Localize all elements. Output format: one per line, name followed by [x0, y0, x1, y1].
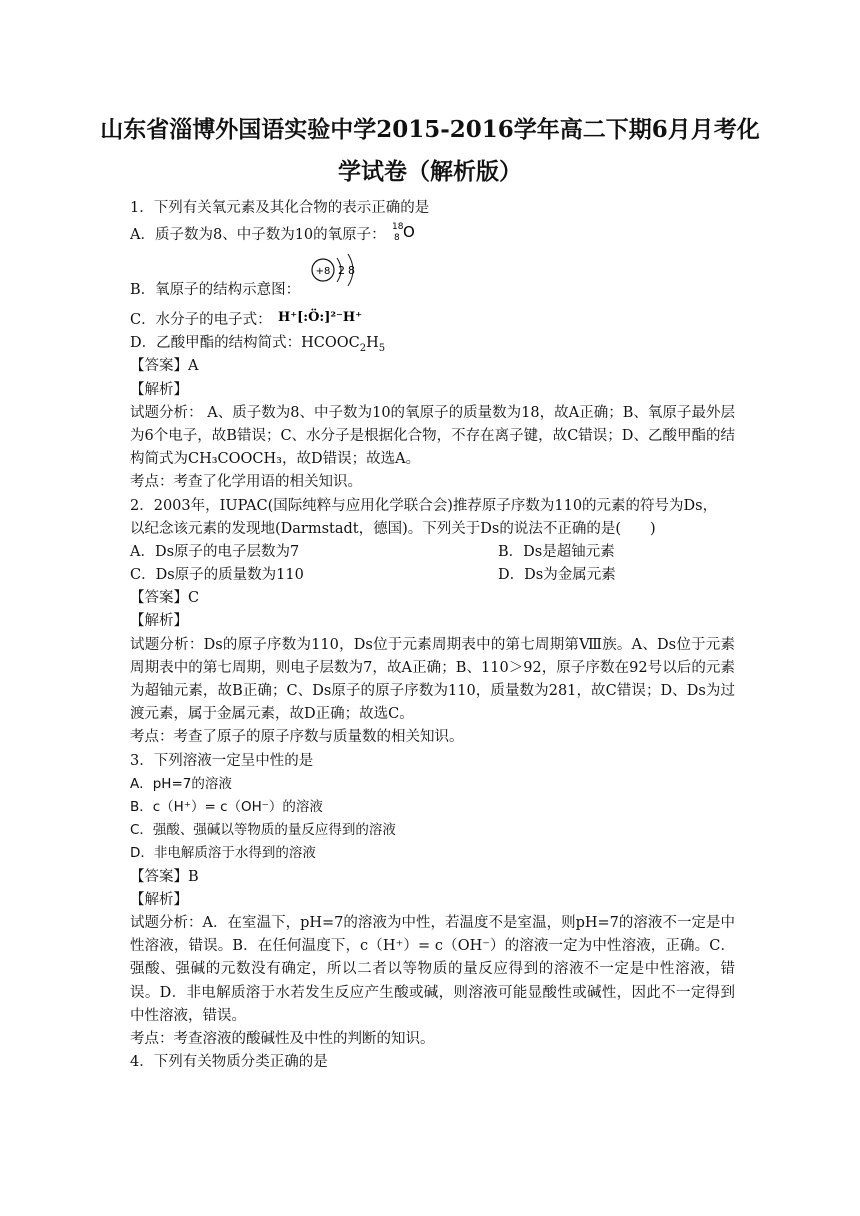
- document-title-line2: 学试卷（解析版）: [338, 158, 522, 185]
- q1-analysis: 试题分析： A、质子数为8、中子数为10的氧原子的质量数为18，故A正确；B、氧原子最外层为6个电子，故B错误；C、水分子是根据化合物，不存在离子键，故C错误；D、乙酸甲酯的结构简式为CH₃COOCH₃，故D错误；故选A。: [130, 404, 735, 468]
- q2-kaodian: 考点：考查了原子的原子序数与质量数的相关知识。: [130, 729, 464, 746]
- q2-stem-line1: 2．2003年，IUPAC(国际纯粹与应用化学联合会)推荐原子序数为110的元素的符号为Ds，: [130, 497, 718, 514]
- q1-option-c-text: C．水分子的电子式：: [130, 311, 272, 328]
- q1-option-b-text: B．氧原子的结构示意图：: [130, 281, 301, 298]
- q2-jiexi-heading: 【解析】: [130, 613, 188, 630]
- q1-option-a: [130, 220, 735, 250]
- subscript: 2: [359, 343, 367, 355]
- q3-analysis: 试题分析：A．在室温下，pH=7的溶液为中性，若温度不是室温，则pH=7的溶液不一定是中性溶液，错误。B．在任何温度下，c（H⁺）= c（OH⁻）的溶液一定为中性溶液，正确。C．强酸、强碱的元数没有确定，所以二者以等物质的量反应得到的溶液不一定是中性溶液，错误。D．非电解质溶于水若发生反应产生酸或碱，则溶液可能显酸性或碱性，因此不一定得到中性溶液，错误。: [130, 914, 735, 1024]
- q1-option-d-text: D．乙酸甲酯的结构简式：HCOOC: [130, 335, 360, 352]
- isotope-atomic-number: 8: [394, 233, 400, 244]
- q3-option-c: C．强酸、强碱以等物质的量反应得到的溶液: [130, 822, 396, 839]
- q4-stem: 4．下列有关物质分类正确的是: [130, 1054, 328, 1071]
- document-body: [130, 197, 735, 1074]
- q1-stem: 1．下列有关氧元素及其化合物的表示正确的是: [130, 200, 430, 216]
- oxygen-isotope-symbol: [390, 220, 424, 250]
- q3-stem: 3．下列溶液一定呈中性的是: [130, 752, 314, 769]
- q3-kaodian: 考点：考查溶液的酸碱性及中性的判断的知识。: [130, 1031, 435, 1047]
- q3-option-d: D．非电解质溶于水得到的溶液: [130, 845, 316, 862]
- water-electron-formula: [276, 302, 372, 332]
- q2-option-d: D．Ds为金属元素: [498, 567, 616, 584]
- q2-analysis: 试题分析：Ds的原子序数为110，Ds位于元素周期表中的第七周期第Ⅷ族。A、Ds位于元素周期表中的第七周期，则电子层数为7，故A正确；B、110＞92，原子序数在92号以后的元素为超铀元素，故B正确；C、Ds原子的原子序数为110，质量数为281，故C错误；D、Ds为过渡元素，属于金属元素，故D正确；故选C。: [130, 636, 735, 723]
- q1-jiexi-heading: 【解析】: [130, 381, 188, 398]
- q3-option-b: B．c（H⁺）= c（OH⁻）的溶液: [130, 799, 323, 816]
- q2-option-c: C．Ds原子的质量数为110: [130, 567, 304, 584]
- q2-options-row2: [130, 564, 735, 587]
- shell-1-electrons: 2: [338, 264, 345, 278]
- document-title-line1: 山东省淄博外国语实验中学2015-2016学年高二下期6月月考化: [100, 116, 760, 143]
- nucleus-charge: +8: [315, 266, 331, 278]
- q1-option-d: [130, 332, 735, 355]
- q1-option-a-text: A．质子数为8、中子数为10的氧原子：: [130, 227, 386, 244]
- q2-option-a: A．Ds原子的电子层数为7: [130, 543, 300, 560]
- shell-2-electrons: 8: [348, 264, 355, 278]
- isotope-mass-number: 18: [392, 222, 404, 233]
- q2-option-b: B．Ds是超铀元素: [498, 543, 615, 560]
- q2-answer: 【答案】C: [130, 590, 200, 607]
- oxygen-atom-structure-diagram: [308, 250, 368, 290]
- subscript: 5: [378, 343, 386, 355]
- q1-kaodian: 考点：考查了化学用语的相关知识。: [130, 474, 362, 491]
- isotope-element-symbol: O: [403, 223, 416, 242]
- q1-option-b: [130, 250, 735, 302]
- q1-option-d-text-2: H: [366, 335, 379, 352]
- q2-options-row1: [130, 541, 735, 564]
- q3-jiexi-heading: 【解析】: [130, 891, 188, 908]
- q3-answer: 【答案】B: [130, 868, 199, 885]
- q3-option-a: A．pH=7的溶液: [130, 775, 232, 792]
- q1-option-c: [130, 302, 735, 332]
- q2-stem-line2: 以纪念该元素的发现地(Darmstadt，德国)。下列关于Ds的说法不正确的是( ): [130, 520, 656, 537]
- electron-formula-text: H⁺[:Ö:]²⁻H⁺: [278, 310, 363, 326]
- q1-answer: 【答案】A: [130, 358, 199, 375]
